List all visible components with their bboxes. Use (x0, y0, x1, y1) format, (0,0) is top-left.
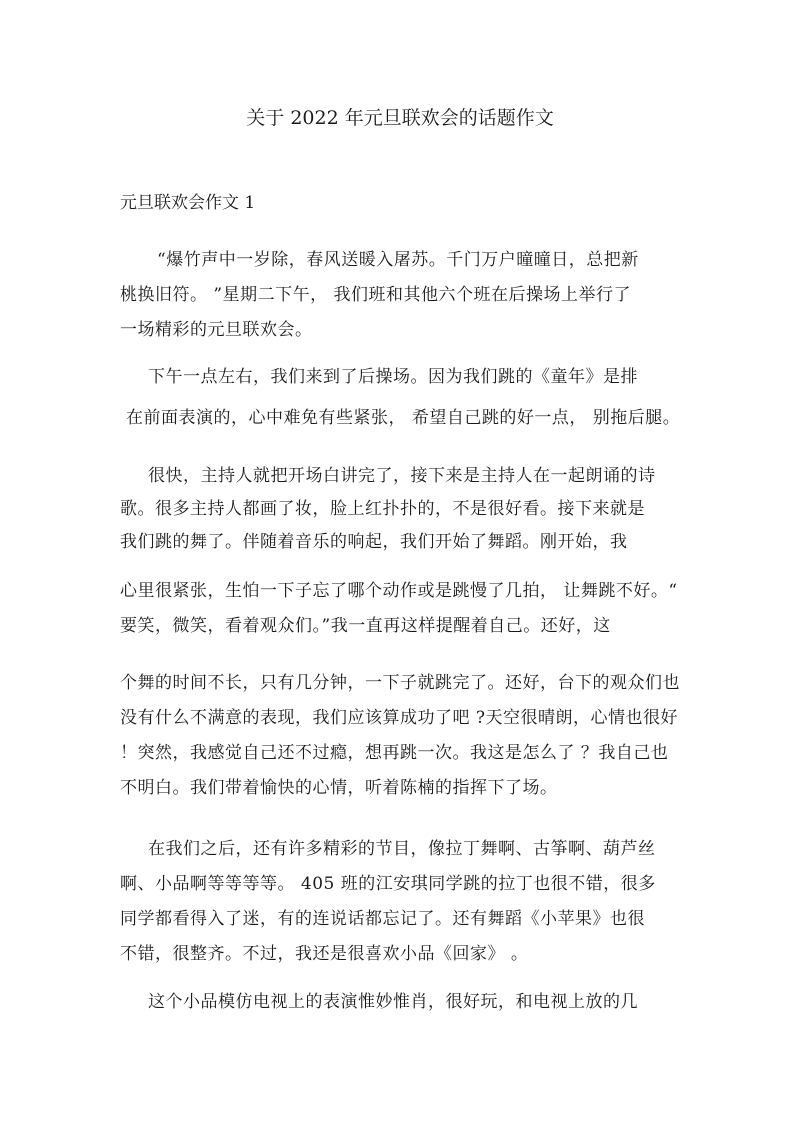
text-line: 桃换旧符。 ”星期二下午， 我们班和其他六个班在后操场上举行了 (120, 285, 631, 305)
text-line: 没有什么不满意的表现，我们应该算成功了吧 ?天空很晴朗，心情也很好 (120, 708, 679, 728)
text-line: 啊、小品啊等等等等。 405 班的江安琪同学跳的拉丁也很不错，很多 (120, 874, 656, 894)
text-line: “爆竹声中一岁除，春风送暖入屠苏。千门万户曈曈日，总把新 (157, 250, 639, 270)
text-line: 下午一点左右，我们来到了后操场。因为我们跳的《童年》是排 (148, 367, 638, 387)
text-line: 歌。很多主持人都画了妆，脸上红扑扑的，不是很好看。接下来就是 (120, 499, 645, 519)
text-line: 要笑，微笑，看着观众们。”我一直再这样提醒着自己。还好，这 (120, 616, 611, 636)
text-line: 同学都看得入了迷，有的连说话都忘记了。还有舞蹈《小苹果》也很 (120, 909, 645, 929)
text-line: 在我们之后，还有许多精彩的节目，像拉丁舞啊、古筝啊、葫芦丝 (148, 839, 656, 859)
text-line: 不错，很整齐。不过，我还是很喜欢小品《回家》 。 (120, 944, 529, 964)
text-line: 不明白。我们带着愉快的心情，听着陈楠的指挥下了场。 (120, 778, 558, 798)
text-line: 我们跳的舞了。伴随着音乐的响起，我们开始了舞蹈。刚开始，我 (120, 532, 628, 552)
essay-subtitle: 元旦联欢会作文 1 (120, 193, 256, 213)
text-line: 在前面表演的，心中难免有些紧张， 希望自己跳的好一点， 别拖后腿。 (126, 408, 681, 428)
text-line: ！突然，我感觉自己还不过瘾，想再跳一次。我这是怎么了 ？我自己也 (120, 743, 669, 763)
text-line: 这个小品模仿电视上的表演惟妙惟肖，很好玩，和电视上放的几 (148, 992, 638, 1012)
text-line: 个舞的时间不长，只有几分钟，一下子就跳完了。还好，台下的观众们也 (120, 673, 680, 693)
text-line: 很快，主持人就把开场白讲完了，接下来是主持人在一起朗诵的诗 (148, 466, 656, 486)
text-line: 心里很紧张，生怕一下子忘了哪个动作或是跳慢了几拍， 让舞跳不好。“ (120, 581, 678, 601)
document-title: 关于 2022 年元旦联欢会的话题作文 (246, 107, 554, 129)
text-line: 一场精彩的元旦联欢会。 (120, 320, 313, 340)
